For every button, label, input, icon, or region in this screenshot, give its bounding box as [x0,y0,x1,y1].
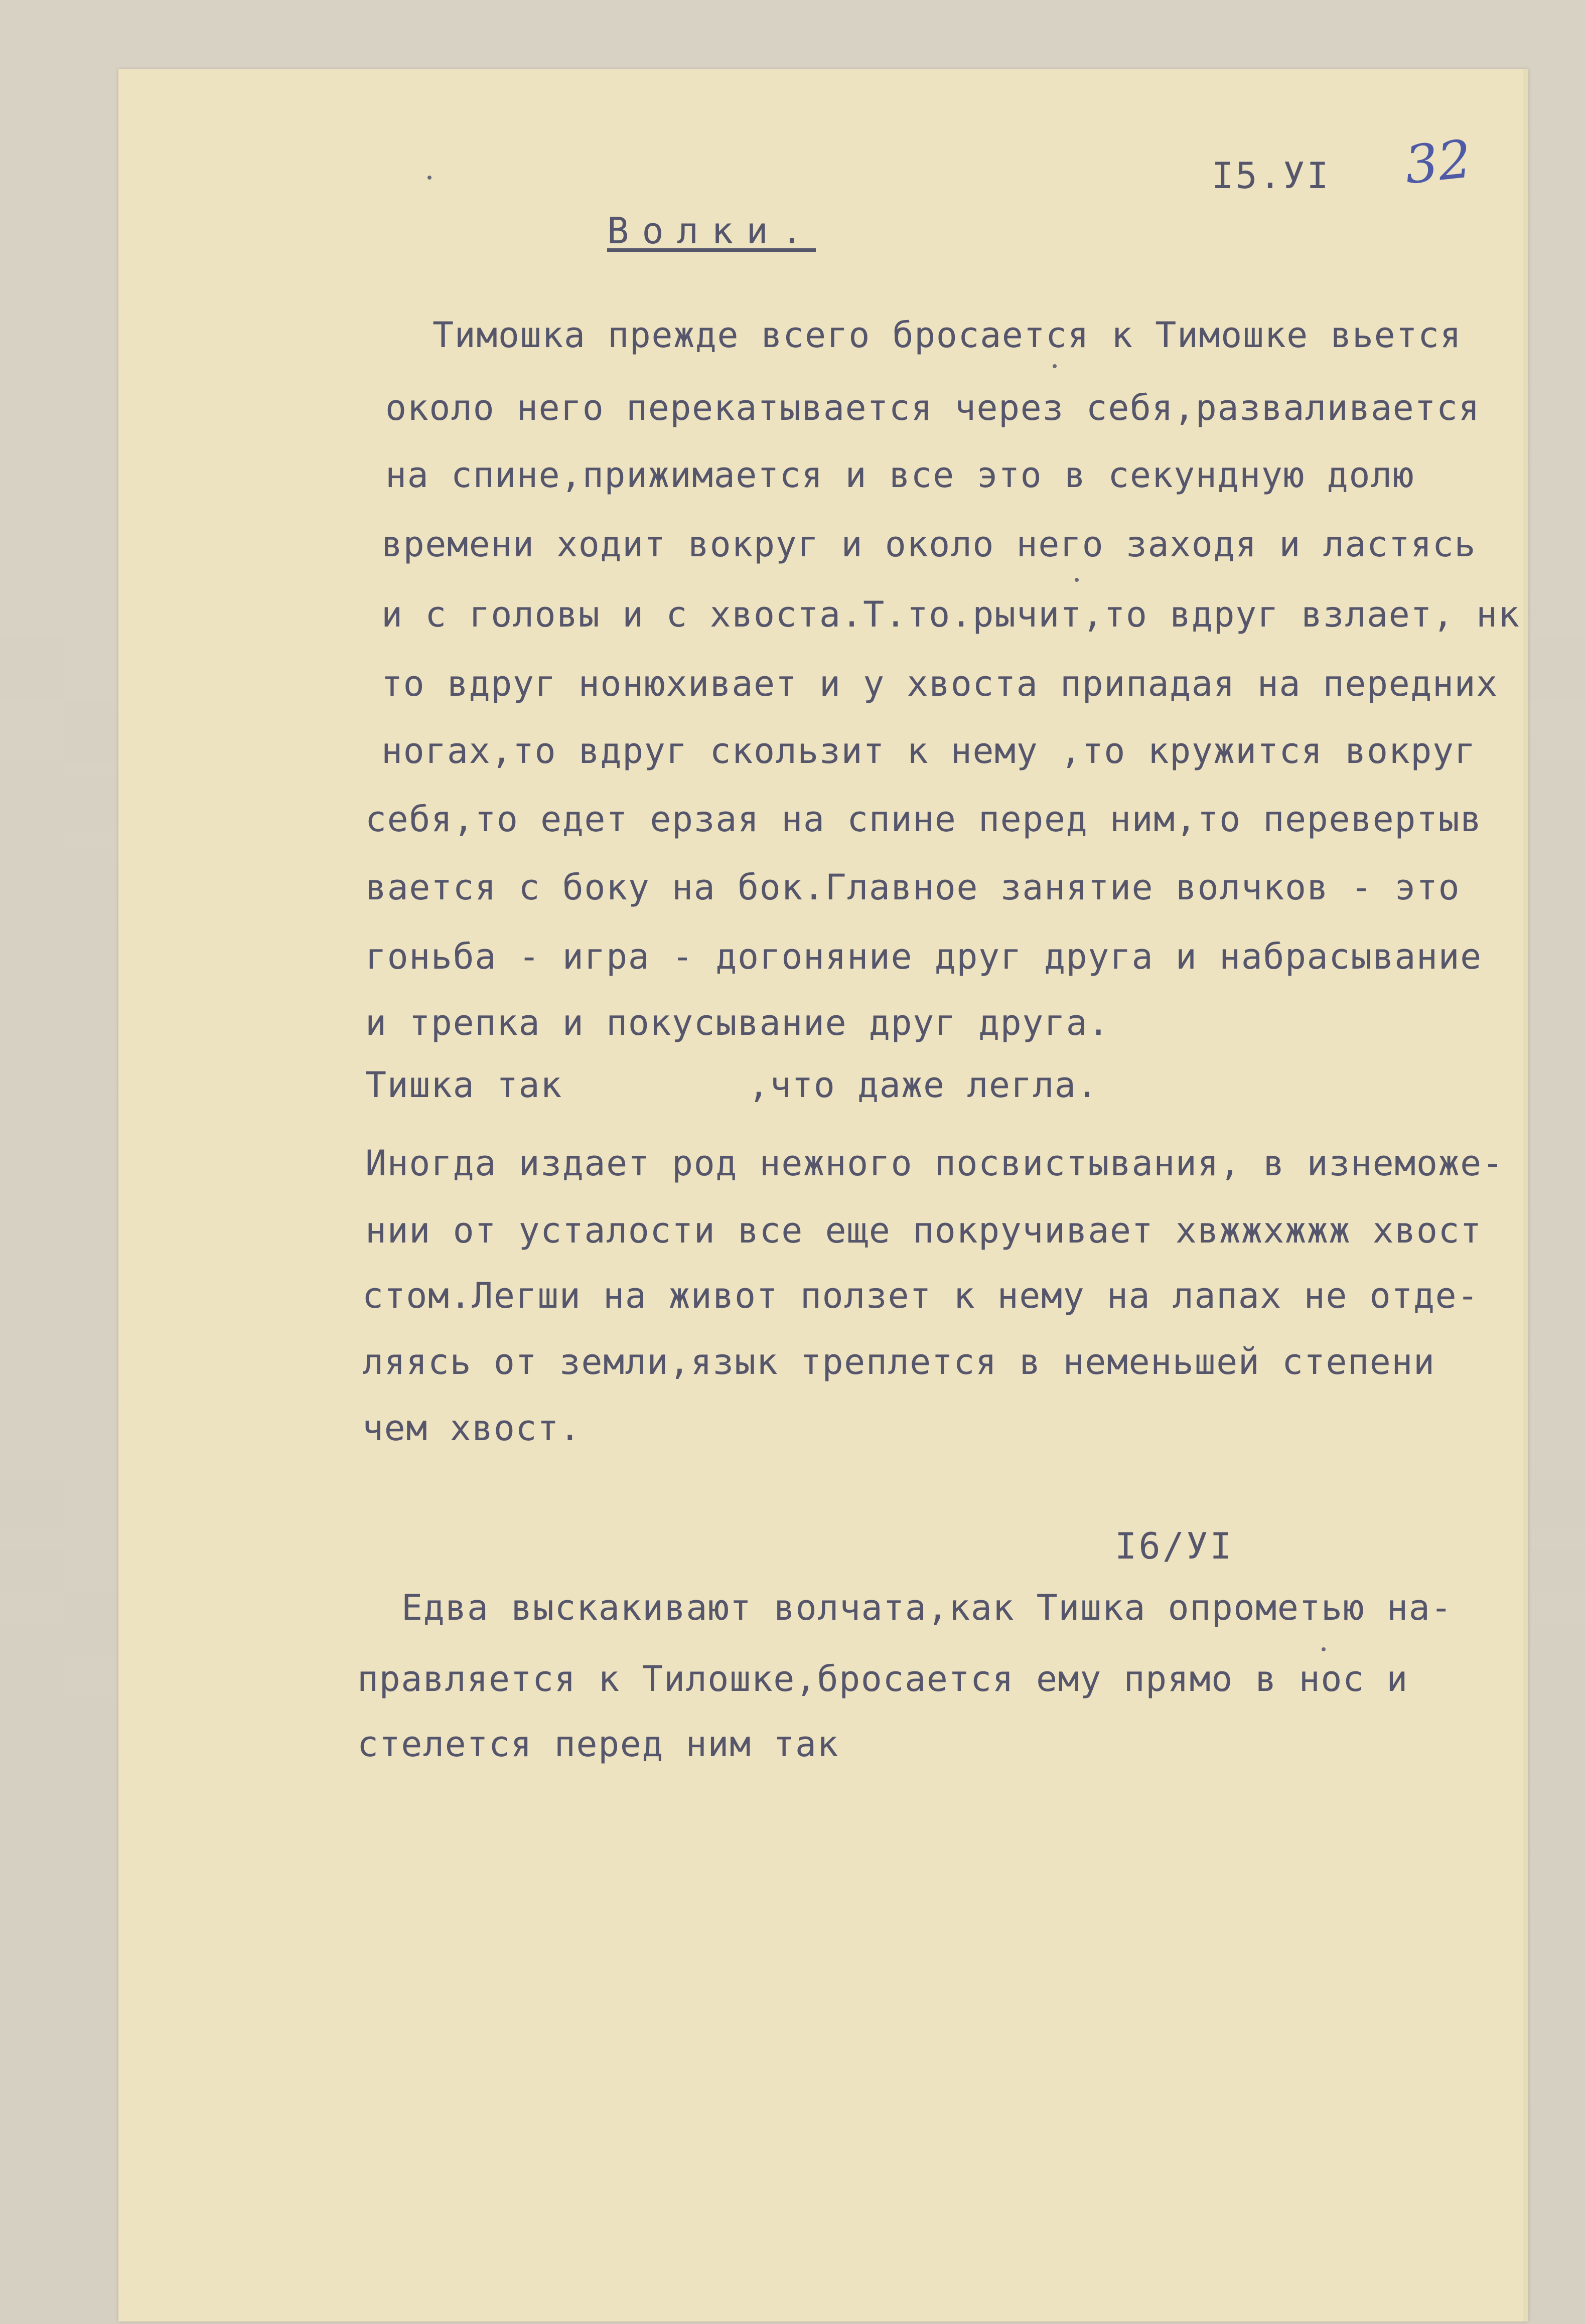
text-line: вается с боку на бок.Главное занятие волчков - это [365,867,1461,908]
date-top: I5.УI [1212,154,1331,197]
text-fragment: ,что даже легла. [748,1064,1099,1106]
text-line-with-gap [365,1064,1099,1106]
text-line: около него перекатывается через себя,разваливается [385,387,1481,428]
paper-speck [427,176,431,180]
paper-speck [1322,1647,1326,1651]
text-line: гоньба - игра - догоняние друг друга и набрасывание [365,936,1482,977]
text-line: и трепка и покусывание друг друга. [365,1002,1110,1043]
text-line: Тимошка прежде всего бросается к Тимошке вьется [433,315,1462,356]
date-entry-2: I6/УI [1115,1525,1234,1567]
text-line: на спине,прижимается и все это в секундную долю [385,454,1415,496]
text-line: стом.Легши на живот ползет к нему на лапах не отде- [362,1275,1479,1316]
text-line: чем хвост. [362,1408,582,1449]
text-fragment: Тишка так [365,1064,562,1106]
page-edge [1523,69,1528,2321]
paper-speck [1075,578,1079,582]
text-line: стелется перед ним так [357,1724,839,1765]
text-line: нии от усталости все еще покручивает хвжжхжжж хвоcт [365,1210,1482,1251]
text-line: и с головы и с хвоста.Т.то.рычит,то вдруг взлает, нк [381,594,1520,635]
text-line: то вдруг нонюхивает и у хвоста припадая на передних [381,663,1498,704]
page-title: Волки. [607,210,816,252]
text-line: ногах,то вдруг скользит к нему ,то кружится вокруг [381,730,1477,771]
folio-number: 32 [1401,128,1475,196]
paper-speck [1053,364,1057,368]
text-line: Иногда издает род нежного посвистывания, в изнеможе- [365,1143,1504,1184]
text-line: ляясь от земли,язык треплется в неменьшей степени [362,1341,1435,1382]
text-line: времени ходит вокруг и около него заходя и ластясь [381,524,1477,565]
text-line: правляется к Тилошке,бросается ему прямо в нос и [357,1658,1408,1699]
text-line: Едва выскакивают волчата,как Тишка опрометью на- [401,1587,1453,1628]
text-line: себя,то едет ерзая на спине перед ним,то перевертыв [365,799,1482,840]
